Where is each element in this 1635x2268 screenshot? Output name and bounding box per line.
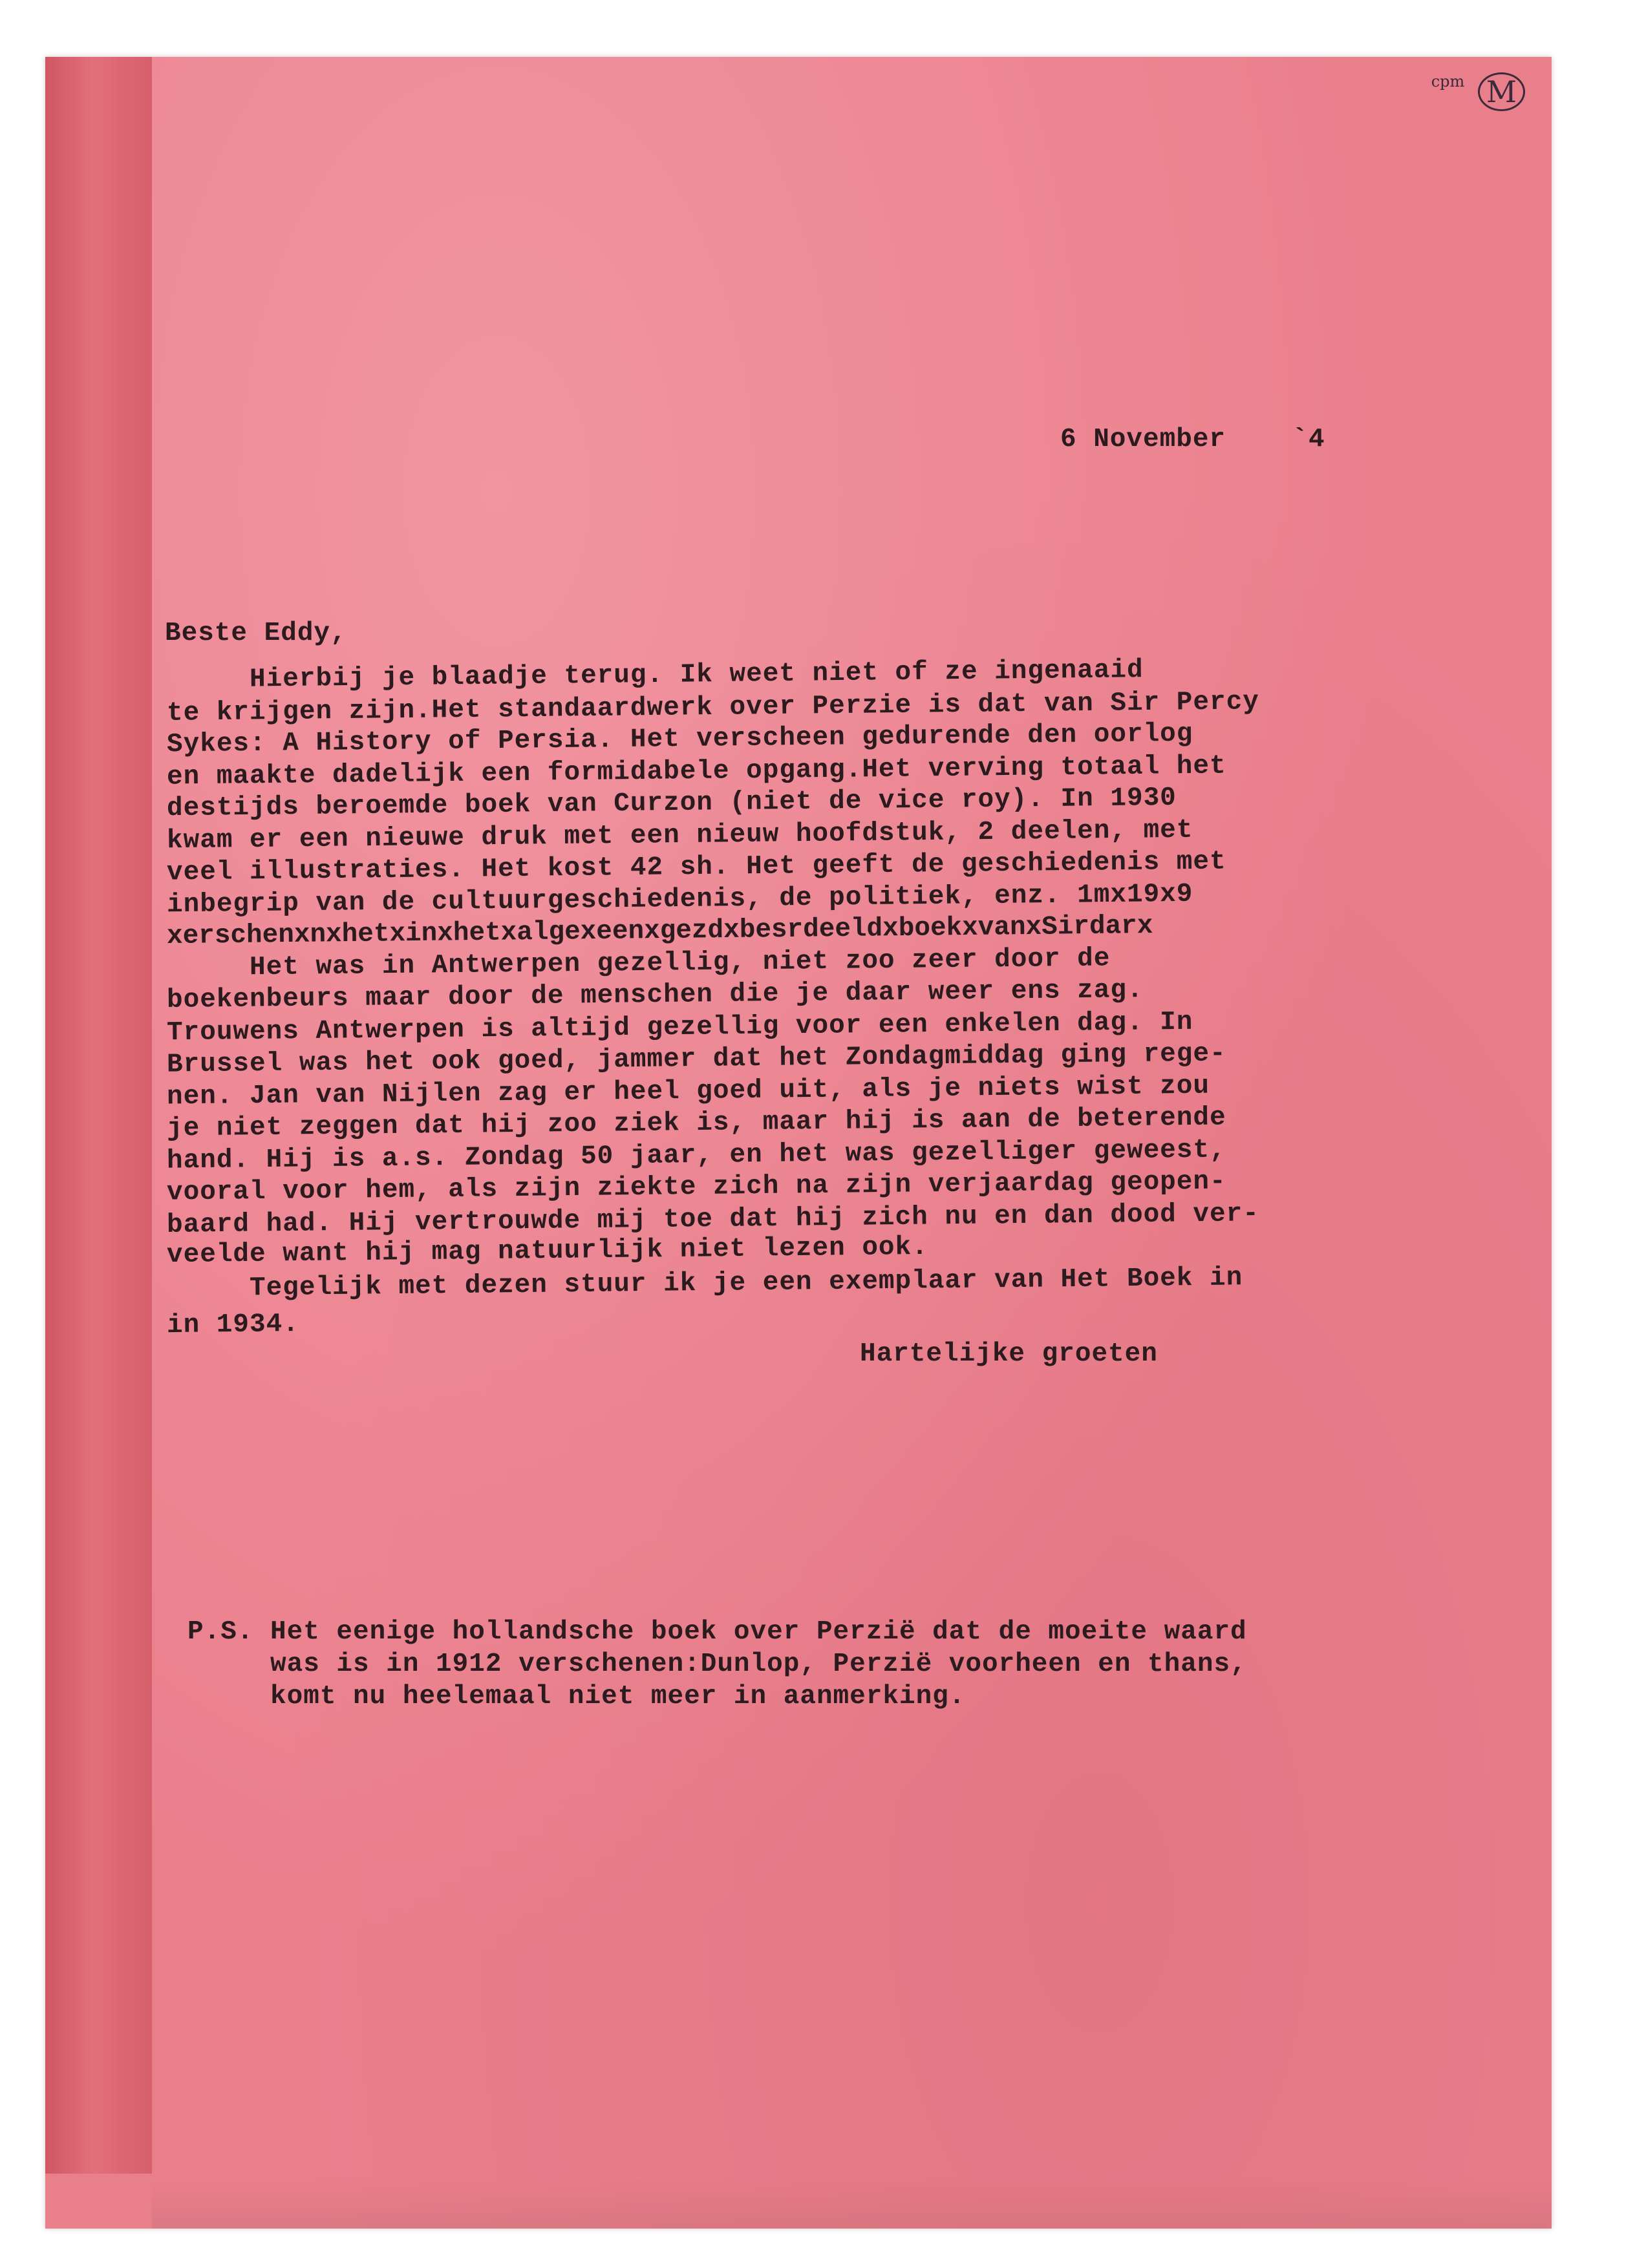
paper-wear: [152, 2178, 1552, 2229]
letter-date: 6 November `4: [1060, 425, 1325, 454]
body-line: Brussel was het ook goed, jammer dat het Zondagmiddag ging rege-: [166, 1039, 1226, 1080]
body-line: Het was in Antwerpen gezellig, niet zoo zeer door de: [166, 943, 1111, 984]
body-line: veel illustraties. Het kost 42 sh. Het geeft de geschiedenis met: [166, 847, 1226, 888]
body-line: te krijgen zijn.Het standaardwerk over Perzie is dat van Sir Percy: [166, 686, 1260, 728]
body-line: Tegelijk met dezen stuur ik je een exemplaar van Het Boek in: [166, 1262, 1243, 1304]
archive-prefix: cpm: [1431, 72, 1465, 90]
paper-fold-strip: [45, 57, 152, 2174]
body-line: vooral voor hem, als zijn ziekte zich na zijn verjaardag geopen-: [166, 1167, 1226, 1208]
body-line: Sykes: A History of Persia. Het verscheen gedurende den oorlog: [166, 719, 1193, 760]
ps-line: was is in 1912 verschenen:Dunlop, Perzië voorheen en thans,: [187, 1649, 1247, 1679]
body-line: je niet zeggen dat hij zoo ziek is, maar hij is aan de beterende: [166, 1103, 1226, 1144]
body-line: en maakte dadelijk een formidabele opgang.Het verving totaal het: [166, 750, 1226, 792]
body-line: baard had. Hij vertrouwde mij toe dat hij zich nu en dan dood ver-: [166, 1198, 1260, 1240]
body-line: in 1934.: [166, 1309, 300, 1341]
closing: Hartelijke groeten: [860, 1339, 1158, 1369]
body-line: hand. Hij is a.s. Zondag 50 jaar, en het was gezelliger geweest,: [166, 1134, 1226, 1176]
body-line: xerschenxnxhetxinxhetxalgexeenxgezdxbesrdeeldxboekxvanxSirdarx: [166, 911, 1153, 951]
body-line: nen. Jan van Nijlen zag er heel goed uit, als je niets wist zou: [166, 1071, 1210, 1112]
body-line: kwam er een nieuwe druk met een nieuw hoofdstuk, 2 deelen, met: [166, 815, 1193, 856]
archive-letter: M: [1478, 72, 1525, 111]
body-line: Trouwens Antwerpen is altijd gezellig voor een enkelen dag. In: [166, 1007, 1193, 1048]
body-line: veelde want hij mag natuurlijk niet lezen ook.: [166, 1232, 929, 1271]
archive-stamp: [1431, 72, 1525, 111]
body-line: Hierbij je blaadje terug. Ik weet niet of ze ingenaaid: [166, 655, 1144, 695]
body-line: boekenbeurs maar door de menschen die je daar weer ens zag.: [166, 975, 1144, 1015]
ps-line: komt nu heelemaal niet meer in aanmerking.: [187, 1682, 966, 1712]
ps-line: P.S. Het eenige hollandsche boek over Perzië dat de moeite waard: [187, 1617, 1247, 1647]
body-line: inbegrip van de cultuurgeschiedenis, de politiek, enz. 1mx19x9: [166, 879, 1193, 920]
salutation: Beste Eddy,: [165, 619, 347, 648]
body-line: destijds beroemde boek van Curzon (niet de vice roy). In 1930: [166, 783, 1177, 824]
